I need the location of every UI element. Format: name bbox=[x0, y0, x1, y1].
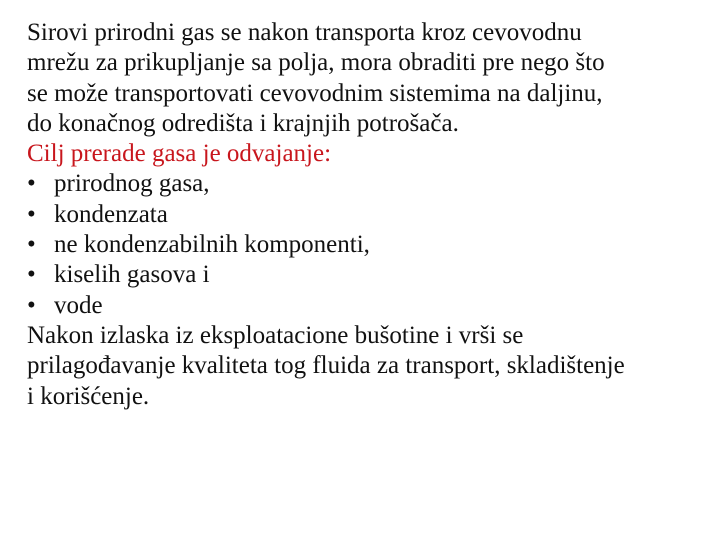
list-item-text: kiselih gasova i bbox=[54, 261, 210, 289]
list-item-text: prirodnog gasa, bbox=[54, 170, 210, 198]
closing-line-1: Nakon izlaska iz eksploatacione bušotine i vrši se bbox=[27, 321, 524, 349]
intro-line-3: se može transportovati cevovodnim sistemima na daljinu, bbox=[27, 79, 603, 107]
list-item bbox=[27, 200, 711, 230]
bullet-icon: • bbox=[27, 170, 36, 198]
list-item bbox=[27, 291, 711, 321]
intro-line-4: do konačnog odredišta i krajnjih potrošača. bbox=[27, 109, 459, 137]
closing-line-2: prilagođavanje kvaliteta tog fluida za transport, skladištenje bbox=[27, 352, 625, 380]
list-item-text: vode bbox=[54, 291, 103, 319]
purpose-heading: Cilj prerade gasa je odvajanje: bbox=[27, 140, 332, 168]
bullet-icon: • bbox=[27, 291, 36, 319]
list-item bbox=[27, 169, 711, 199]
bullet-icon: • bbox=[27, 261, 36, 289]
list-item bbox=[27, 230, 711, 260]
slide-body bbox=[27, 18, 711, 412]
list-item-text: ne kondenzabilnih komponenti, bbox=[54, 231, 370, 259]
closing-line-3: i korišćenje. bbox=[27, 382, 150, 410]
list-item bbox=[27, 260, 711, 290]
bullet-icon: • bbox=[27, 231, 36, 259]
separation-list bbox=[27, 169, 711, 320]
list-item-text: kondenzata bbox=[54, 200, 168, 228]
intro-line-2: mrežu za prikupljanje sa polja, mora obraditi pre nego što bbox=[27, 49, 605, 77]
intro-line-1: Sirovi prirodni gas se nakon transporta kroz cevovodnu bbox=[27, 19, 582, 46]
intro-paragraph bbox=[27, 18, 711, 139]
closing-paragraph bbox=[27, 321, 711, 412]
bullet-icon: • bbox=[27, 200, 36, 228]
